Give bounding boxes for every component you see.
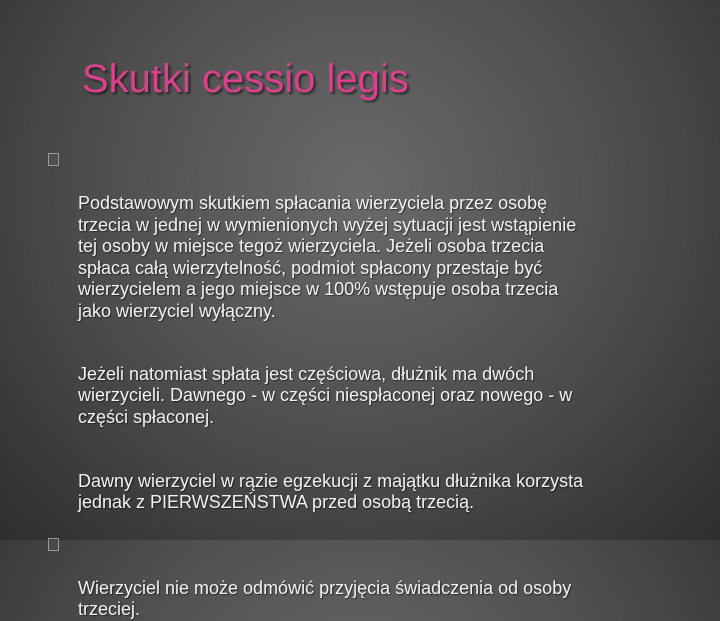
paragraph-2 [48,342,688,428]
paragraph-text: Jeżeli natomiast spłata jest częściowa, dłużnik ma dwóch wierzycieli. Dawnego - w części niespłaconej oraz nowego - w części spłaconej. [78,363,573,427]
bullet-paragraph-1 [48,150,688,322]
paragraph-3 [48,449,688,514]
paragraph-text: Podstawowym skutkiem spłacania wierzyciela przez osobę trzecia w jednej w wymienionych wyżej sytuacji jest wstąpienie tej osoby w miejsce tegoż wierzyciela. Jeżeli osoba trzecia spłaca całą wierzytelność, podmiot spłacony przestaje być wierzycielem a jego miejsce w 100% wstępuje osoba trzecia jako wierzyciel wyłączny. [78,193,577,321]
slide-body [48,150,688,621]
bullet-paragraph-4 [48,535,688,621]
paragraph-text: Dawny wierzyciel w rązie egzekucji z majątku dłużnika korzysta jednak z PIERWSZEŃSTWA przed osobą trzecią. [78,470,584,512]
slide-title: Skutki cessio legis [82,57,409,101]
empty-square-icon [48,153,59,166]
paragraph-text: Wierzyciel nie może odmówić przyjęcia świadczenia od osoby trzeciej. [78,577,572,619]
empty-square-icon [48,538,59,551]
